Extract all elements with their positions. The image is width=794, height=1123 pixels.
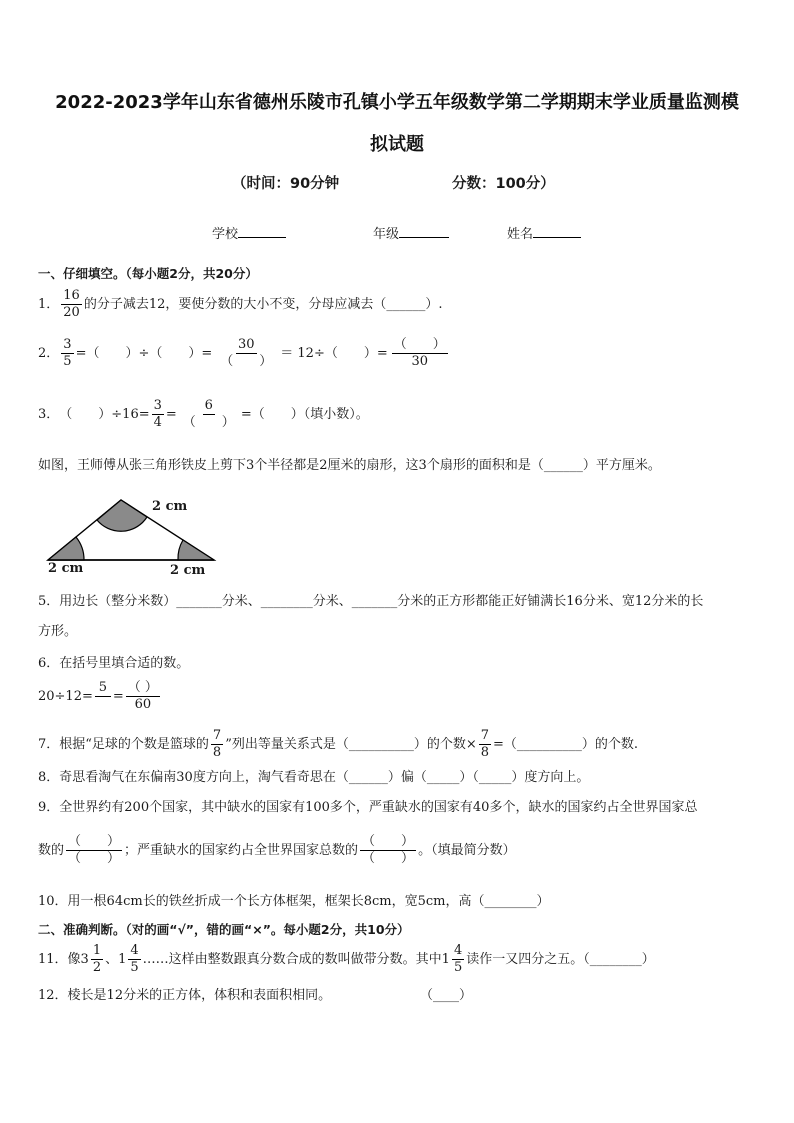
q3-text-3: =（ ）（填小数）。 <box>240 406 369 422</box>
q9-f1-num: （ ） <box>68 834 121 849</box>
q11-m2-den: 5 <box>130 960 139 975</box>
q7-f1-num: 7 <box>212 728 222 743</box>
question-10: 10．用一根64cm长的铁丝折成一个长方体框架，框架长8cm，宽5cm，高（________） <box>38 894 550 909</box>
question-12: 12．棱长是12分米的正方体，体积和表面积相同。 <box>38 988 332 1003</box>
q1-frac-num: 16 <box>63 288 80 303</box>
q11-mixed-3-frac <box>452 943 464 976</box>
q11-m1-num: 1 <box>92 943 102 958</box>
question-3 <box>38 398 369 431</box>
q9-text-3: 。（填最简分数） <box>418 842 516 858</box>
q3-f2-den: （ ） <box>182 415 235 430</box>
label-left-radius: 2 cm <box>48 561 84 576</box>
q9-text-2: ；严重缺水的国家约占全世界国家总数的 <box>124 842 359 858</box>
question-11 <box>38 943 655 976</box>
q9-f1-den: （ ） <box>68 851 121 866</box>
q11-mixed-1-frac <box>91 943 103 976</box>
q2-text-1: =（ ）÷（ ）= <box>75 345 213 361</box>
q2-f2-num: 30 <box>237 337 255 352</box>
q6-text-2: = <box>112 688 124 704</box>
q11-mixed-2-frac <box>128 943 140 976</box>
school-field <box>212 223 286 242</box>
q7-text-1: 7．根据“足球的个数是篮球的 <box>38 736 209 752</box>
q2-f3-num: （ ） <box>393 337 446 352</box>
grade-label: 年级 <box>373 227 400 242</box>
q3-number: 3． <box>38 406 60 422</box>
q9-f2-num: （ ） <box>362 834 415 849</box>
right-sector <box>178 540 214 560</box>
q3-f1-den: 4 <box>153 415 162 430</box>
q2-fraction-3 <box>392 337 448 370</box>
q1-frac-den: 20 <box>63 305 80 320</box>
left-sector <box>48 537 84 560</box>
grade-blank[interactable] <box>399 225 449 238</box>
q2-f3-den: 30 <box>411 354 429 369</box>
exam-score: 分数：100分） <box>452 176 555 192</box>
question-1 <box>38 288 443 321</box>
q11-text-1: 11．像3 <box>38 951 89 967</box>
q2-fraction-1 <box>61 337 73 370</box>
q9-f2-den: （ ） <box>362 851 415 866</box>
q7-f1-den: 8 <box>212 745 222 760</box>
section2-heading: 二、准确判断。（对的画“√”，错的画“×”。每小题2分，共10分） <box>38 922 410 937</box>
page-title-line1: 2022-2023学年山东省德州乐陵市孔镇小学五年级数学第二学期期末学业质量监测模 <box>55 92 739 113</box>
q11-m3-den: 5 <box>453 960 463 975</box>
school-blank[interactable] <box>238 225 286 238</box>
page-title-line2: 拟试题 <box>370 134 424 155</box>
question-5-line1: 5．用边长（整分米数）_______分米、________分米、_______分米的正方形都能正好铺满长16分米、宽12分米的长 <box>38 594 704 609</box>
question-2 <box>38 337 452 370</box>
q2-f1-num: 3 <box>63 337 72 352</box>
label-top-radius: 2 cm <box>152 499 188 514</box>
name-label: 姓名 <box>507 227 534 242</box>
question-4: 如图，王师傅从张三角形铁皮上剪下3个半径都是2厘米的扇形，这3个扇形的面积和是（______）平方厘米。 <box>38 458 661 473</box>
q3-f1-num: 3 <box>153 398 162 413</box>
school-label: 学校 <box>212 227 239 242</box>
q6-f2-den: 60 <box>134 697 152 712</box>
q11-m2-num: 4 <box>130 943 139 958</box>
q11-m1-den: 2 <box>92 960 102 975</box>
q2-fraction-2 <box>218 337 274 370</box>
q7-f2-den: 8 <box>480 745 490 760</box>
name-blank[interactable] <box>533 225 581 238</box>
q3-fraction-2 <box>181 398 237 431</box>
q6-text-1: 20÷12= <box>38 688 93 704</box>
question-6-line1: 6．在括号里填合适的数。 <box>38 656 190 671</box>
q9-fraction-2 <box>360 834 416 867</box>
q9-fraction-1 <box>66 834 122 867</box>
name-field <box>507 223 581 242</box>
q2-f1-den: 5 <box>63 354 72 369</box>
q7-text-3: =（__________）的个数. <box>493 736 639 752</box>
q12-answer-blank[interactable]: （____） <box>420 988 473 1003</box>
q6-f2-num: （ ） <box>127 680 158 695</box>
q7-text-2: ”列出等量关系式是（__________）的个数× <box>225 736 477 752</box>
q2-f2-den: （ ） <box>220 354 273 369</box>
question-9-line1: 9．全世界约有200个国家，其中缺水的国家有100多个，严重缺水的国家有40多个，缺水的国家约占全世界国家总 <box>38 800 698 815</box>
exam-time: （时间：90分钟 <box>232 176 340 192</box>
question-8: 8．奇思看淘气在东偏南30度方向上，淘气看奇思在（______）偏（_____）（_____）度方向上。 <box>38 770 590 785</box>
q3-text-1: （ ）÷16= <box>59 406 150 422</box>
question-9-line2 <box>38 834 516 867</box>
q1-text: 的分子减去12，要使分数的大小不变，分母应减去（______）. <box>83 296 443 312</box>
q3-fraction-1 <box>152 398 164 431</box>
q3-text-2: = <box>165 406 177 422</box>
label-right-radius: 2 cm <box>170 563 206 578</box>
q1-number: 1． <box>38 296 60 312</box>
q2-number: 2． <box>38 345 60 361</box>
grade-field <box>373 223 449 242</box>
q6-f1-den <box>101 697 105 713</box>
q7-f2-num: 7 <box>480 728 490 743</box>
q7-fraction-1 <box>211 728 223 761</box>
q6-fraction-1 <box>95 680 111 713</box>
q11-text-3: ……这样由整数跟真分数合成的数叫做带分数。其中1 <box>142 951 450 967</box>
q11-text-4: 读作一又四分之五。（________） <box>466 951 655 967</box>
top-sector <box>97 500 147 531</box>
question-5-line2: 方形。 <box>38 624 78 639</box>
q7-fraction-2 <box>479 728 491 761</box>
q2-text-2: ＝ 12÷（ ）= <box>280 345 388 361</box>
q1-fraction <box>61 288 82 321</box>
question-6-equation <box>38 680 162 713</box>
q3-f2-num: 6 <box>204 398 213 413</box>
section1-heading: 一、仔细填空。（每小题2分，共20分） <box>38 266 258 281</box>
question-7 <box>38 728 638 761</box>
q9-text-1: 数的 <box>38 842 65 858</box>
q6-fraction-2 <box>126 680 160 713</box>
q6-f1-num: 5 <box>95 680 111 697</box>
q11-m3-num: 4 <box>453 943 463 958</box>
q11-text-2: 、1 <box>105 951 127 967</box>
